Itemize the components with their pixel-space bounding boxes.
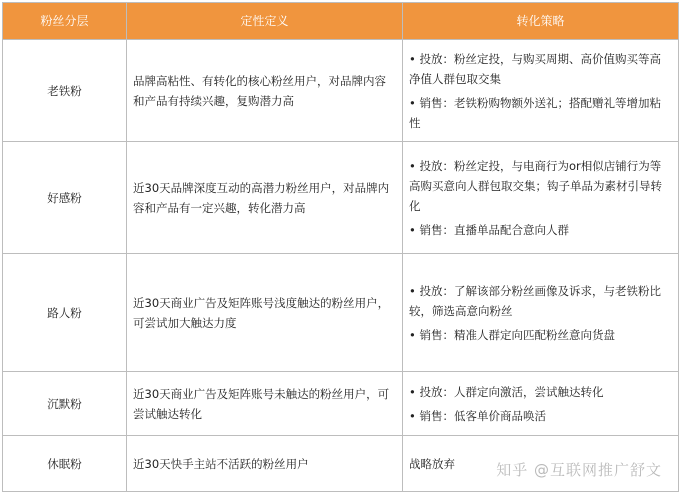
strategy-cell bbox=[403, 40, 679, 142]
table-row bbox=[3, 372, 679, 436]
definition-cell: 近30天品牌深度互动的高潜力粉丝用户，对品牌内容和产品有一定兴趣，转化潜力高 bbox=[127, 142, 403, 254]
fan-tier-table bbox=[2, 2, 679, 492]
header-definition: 定性定义 bbox=[127, 3, 403, 40]
definition-cell: 近30天商业广告及矩阵账号未触达的粉丝用户，可尝试触达转化 bbox=[127, 372, 403, 436]
strategy-cell bbox=[403, 372, 679, 436]
definition-cell: 近30天商业广告及矩阵账号浅度触达的粉丝用户，可尝试加大触达力度 bbox=[127, 254, 403, 372]
tier-cell: 休眠粉 bbox=[3, 436, 127, 492]
tier-cell: 好感粉 bbox=[3, 142, 127, 254]
header-row bbox=[3, 3, 679, 40]
strategy-bullet: • 投放：粉丝定投，与电商行为or相似店铺行为等高购买意向人群包取交集；钩子单品为素材引导转化 bbox=[409, 156, 672, 216]
table-row bbox=[3, 40, 679, 142]
header-tier: 粉丝分层 bbox=[3, 3, 127, 40]
table-row bbox=[3, 436, 679, 492]
strategy-cell: 战略放弃 bbox=[403, 436, 679, 492]
header-strategy: 转化策略 bbox=[403, 3, 679, 40]
strategy-bullet: • 销售：低客单价商品唤活 bbox=[409, 406, 672, 426]
tier-cell: 路人粉 bbox=[3, 254, 127, 372]
strategy-cell bbox=[403, 254, 679, 372]
zhihu-watermark: 知乎 @互联网推广舒文 bbox=[496, 461, 662, 479]
table-row bbox=[3, 142, 679, 254]
strategy-bullet: • 投放：人群定向激活，尝试触达转化 bbox=[409, 382, 672, 402]
strategy-bullet: • 销售：精准人群定向匹配粉丝意向货盘 bbox=[409, 325, 672, 345]
tier-cell: 老铁粉 bbox=[3, 40, 127, 142]
strategy-bullet: • 销售：直播单品配合意向人群 bbox=[409, 220, 672, 240]
definition-cell: 近30天快手主站不活跃的粉丝用户 bbox=[127, 436, 403, 492]
strategy-cell bbox=[403, 142, 679, 254]
strategy-bullet: • 销售：老铁粉购物额外送礼；搭配赠礼等增加粘性 bbox=[409, 93, 672, 133]
strategy-bullet: • 投放：了解该部分粉丝画像及诉求，与老铁粉比较，筛选高意向粉丝 bbox=[409, 281, 672, 321]
tier-cell: 沉默粉 bbox=[3, 372, 127, 436]
strategy-bullet: • 投放：粉丝定投，与购买周期、高价值购买等高净值人群包取交集 bbox=[409, 49, 672, 89]
table-row bbox=[3, 254, 679, 372]
definition-cell: 品牌高粘性、有转化的核心粉丝用户，对品牌内容和产品有持续兴趣，复购潜力高 bbox=[127, 40, 403, 142]
